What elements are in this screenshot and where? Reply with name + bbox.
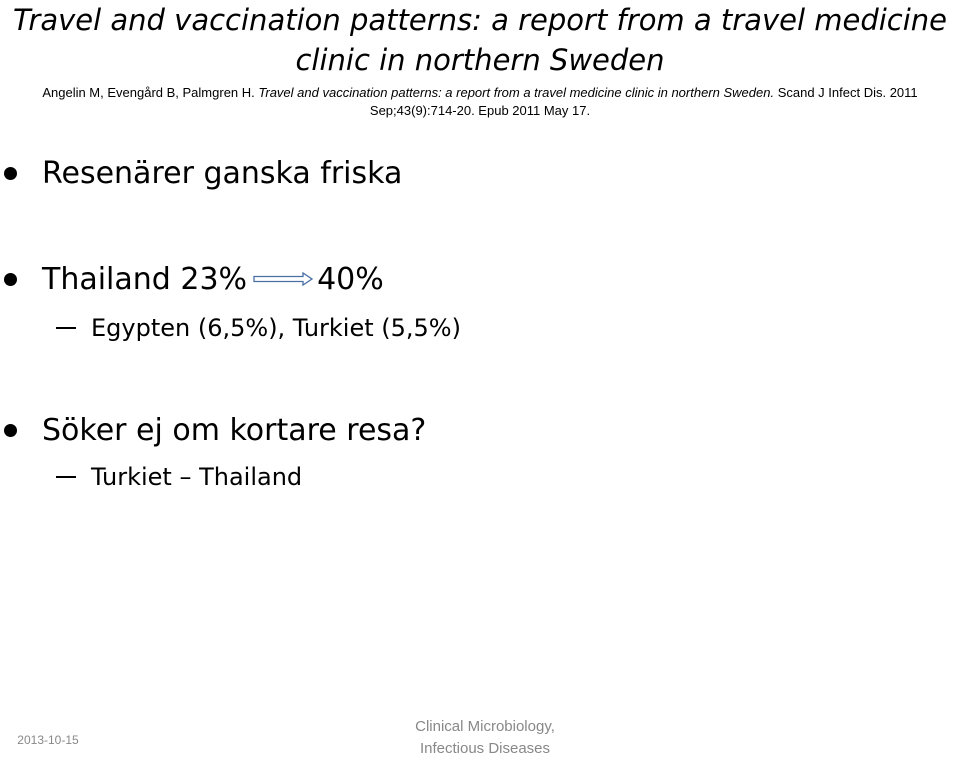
sub-bullet-text: Turkiet – Thailand [91,463,303,491]
bullet-dot-icon [4,424,17,437]
bullet-dot-icon [4,273,17,286]
footer-department-line2: Infectious Diseases [419,740,551,757]
citation-journal: Scand J Infect Dis. 2011 [777,85,918,100]
bullet-text [42,262,384,298]
slide-title-line1: Travel and vaccination patterns: a report from a travel medicine [12,3,948,37]
slide-title-line2: clinic in northern Sweden [295,43,665,77]
citation [10,84,950,120]
sub-bullet-text: Egypten (6,5%), Turkiet (5,5%) [91,314,461,342]
slide-title [10,0,950,80]
bullet-text-after: 40% [317,262,384,297]
right-arrow-icon [253,272,313,286]
citation-details: Sep;43(9):714-20. Epub 2011 May 17. [369,103,591,118]
bullet-text: Söker ej om kortare resa? [42,413,427,448]
dash-icon [56,327,76,329]
citation-article-title: Travel and vaccination patterns: a report from a travel medicine clinic in northern Sweden. [258,85,775,100]
bullet-text-before: Thailand 23% [42,262,248,297]
bullet-text: Resenärer ganska friska [42,156,403,191]
footer-department [380,716,590,760]
footer-date: 2013-10-15 [17,733,79,747]
footer-department-line1: Clinical Microbiology, [415,718,555,735]
citation-authors: Angelin M, Evengård B, Palmgren H. [42,85,255,100]
bullet-dot-icon [4,167,17,180]
dash-icon [56,476,76,478]
